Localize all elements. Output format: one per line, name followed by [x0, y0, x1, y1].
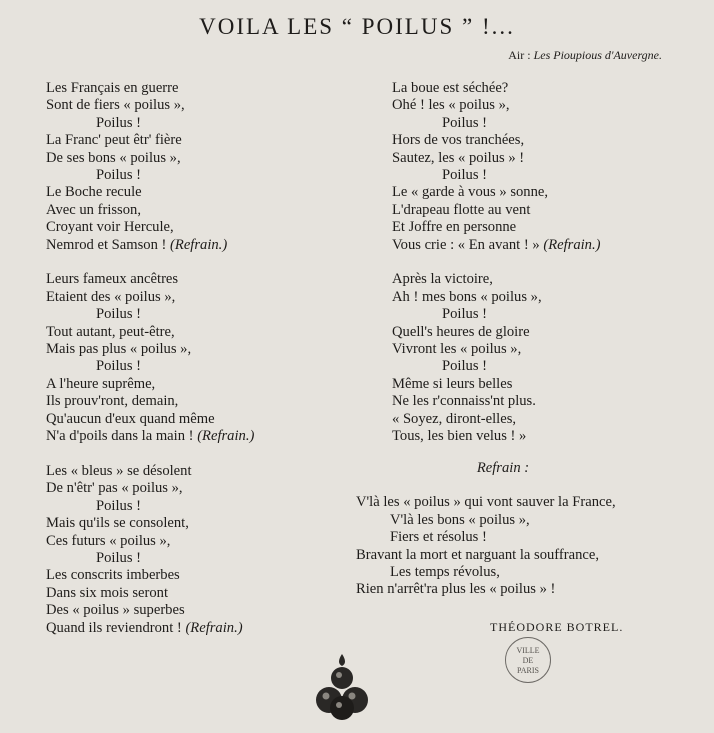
verse-text: Mais pas plus « poilus », — [46, 341, 192, 358]
refrain-line: Bravant la mort et narguant la souffrance, — [356, 546, 600, 563]
verse-text: Mais qu'ils se consolent, — [46, 515, 189, 532]
verse-line — [392, 202, 702, 219]
verse-text: Après la victoire, — [392, 271, 493, 288]
verse-line — [46, 80, 356, 97]
verse-text: Les « bleus » se désolent — [46, 462, 192, 479]
refrain-line: Fiers et résolus ! — [390, 529, 487, 546]
verse-text: Etaient des « poilus », — [46, 288, 176, 305]
verse-text: Des « poilus » superbes — [46, 602, 185, 619]
verse-line — [46, 150, 356, 167]
verse-line — [392, 150, 702, 167]
refrain-line: Les temps révolus, — [390, 564, 500, 581]
verse-text: Vous crie : « En avant ! » — [392, 236, 540, 253]
verse-text: Quand ils reviendront ! — [46, 619, 182, 636]
verse-line — [392, 271, 702, 288]
verse-text: Poilus ! — [96, 306, 142, 323]
svg-text:VILLE: VILLE — [516, 646, 540, 655]
verse-line — [392, 80, 702, 97]
verse-line — [46, 271, 356, 288]
tune-note — [508, 48, 662, 63]
verse-text: Ah ! mes bons « poilus », — [392, 288, 542, 305]
verse-text: Poilus ! — [442, 306, 488, 323]
verse-line — [46, 480, 356, 497]
verse-text: Poilus ! — [96, 358, 142, 375]
verse-text: Poilus ! — [442, 167, 488, 184]
verse-text: Quell's heures de gloire — [392, 323, 530, 340]
refrain-marker: (Refrain.) — [197, 428, 255, 445]
refrain-block — [356, 460, 686, 599]
verse-line — [392, 428, 702, 445]
verse-line — [46, 219, 356, 236]
verse-line — [392, 376, 702, 393]
verse-text: « Soyez, diront-elles, — [392, 410, 517, 427]
refrain-line: V'là les bons « poilus », — [390, 511, 530, 528]
left-column — [46, 80, 356, 654]
verse-line — [46, 237, 356, 254]
verse-line — [392, 115, 702, 132]
verse-line — [46, 498, 356, 515]
verse-text: Nemrod et Samson ! — [46, 236, 167, 253]
verse-line — [392, 219, 702, 236]
verse-line — [392, 184, 702, 201]
verse-text: Et Joffre en personne — [392, 219, 517, 236]
verse-line — [392, 97, 702, 114]
tune-label: Air : — [508, 48, 531, 62]
right-column — [392, 80, 702, 463]
verse-text: Poilus ! — [442, 114, 488, 131]
refrain-lines — [356, 494, 686, 598]
verse-line — [46, 515, 356, 532]
verse-line — [392, 306, 702, 323]
refrain-marker: (Refrain.) — [170, 236, 228, 253]
verse-text: Poilus ! — [96, 114, 142, 131]
verse-line — [46, 184, 356, 201]
verse-line — [392, 167, 702, 184]
verse-text: La Franc' peut êtr' fière — [46, 132, 182, 149]
verse-text: De n'êtr' pas « poilus », — [46, 480, 183, 497]
verse-text: Poilus ! — [96, 167, 142, 184]
verse-text: Même si leurs belles — [392, 375, 513, 392]
verse-text: Vivront les « poilus », — [392, 341, 522, 358]
verse-text: Tous, les bien velus ! » — [392, 428, 527, 445]
verse-text: Ne les r'connaiss'nt plus. — [392, 393, 536, 410]
verse-text: Ils prouv'ront, demain, — [46, 393, 179, 410]
verse-text: Le Boche recule — [46, 184, 142, 201]
library-stamp — [505, 637, 551, 683]
verse-line — [46, 115, 356, 132]
verse-line — [46, 620, 356, 637]
verse-line — [392, 289, 702, 306]
verse-text: De ses bons « poilus », — [46, 149, 181, 166]
verse-line — [46, 289, 356, 306]
verse-text: Poilus ! — [96, 549, 142, 566]
stanza — [392, 80, 702, 254]
verse-line — [46, 324, 356, 341]
verse-text: L'drapeau flotte au vent — [392, 201, 531, 218]
verse-line — [46, 463, 356, 480]
verse-text: Avec un frisson, — [46, 201, 141, 218]
refrain-line: V'là les « poilus » qui vont sauver la France, — [356, 494, 616, 511]
tune-name: Les Pioupious d'Auvergne. — [533, 48, 662, 62]
verse-line — [46, 376, 356, 393]
verse-line — [392, 341, 702, 358]
stanza — [46, 463, 356, 637]
verse-text: Leurs fameux ancêtres — [46, 271, 179, 288]
verse-line — [46, 585, 356, 602]
verse-text: Tout autant, peut-être, — [46, 323, 175, 340]
verse-line — [46, 341, 356, 358]
verse-line — [46, 132, 356, 149]
refrain-title: Refrain : — [476, 460, 530, 476]
verse-line — [392, 358, 702, 375]
verse-line — [46, 202, 356, 219]
verse-line — [46, 550, 356, 567]
verse-line — [46, 306, 356, 323]
verse-text: Les Français en guerre — [46, 80, 179, 96]
author-signature: THÉODORE BOTREL. — [490, 620, 624, 634]
verse-line — [46, 533, 356, 550]
verse-text: La boue est séchée? — [392, 80, 509, 96]
verse-line — [392, 324, 702, 341]
verse-line — [46, 602, 356, 619]
stanza — [46, 80, 356, 254]
verse-text: Poilus ! — [442, 358, 488, 375]
verse-line — [46, 97, 356, 114]
verse-line — [392, 393, 702, 410]
grenade-ornament-icon — [312, 650, 372, 722]
verse-line — [46, 411, 356, 428]
song-title: VOILA LES “ POILUS ” !... — [199, 14, 515, 39]
stanza — [46, 271, 356, 445]
verse-text: Ces futurs « poilus », — [46, 532, 171, 549]
verse-text: Dans six mois seront — [46, 584, 169, 601]
verse-text: N'a d'poils dans la main ! — [46, 428, 194, 445]
refrain-marker: (Refrain.) — [543, 236, 601, 253]
verse-line — [46, 358, 356, 375]
verse-line — [46, 167, 356, 184]
stanza — [392, 271, 702, 445]
stamp-seal-icon — [508, 640, 548, 680]
verse-text: Qu'aucun d'eux quand même — [46, 410, 215, 427]
svg-text:DE: DE — [522, 656, 534, 665]
refrain-line: Rien n'arrêt'ra plus les « poilus » ! — [356, 581, 556, 598]
verse-text: Sautez, les « poilus » ! — [392, 149, 525, 166]
verse-line — [392, 132, 702, 149]
verse-text: A l'heure suprême, — [46, 375, 156, 392]
verse-line — [392, 411, 702, 428]
verse-text: Les conscrits imberbes — [46, 567, 180, 584]
verse-line — [46, 393, 356, 410]
verse-text: Croyant voir Hercule, — [46, 219, 174, 236]
verse-text: Sont de fiers « poilus », — [46, 97, 185, 114]
verse-line — [46, 428, 356, 445]
verse-text: Ohé ! les « poilus », — [392, 97, 510, 114]
refrain-marker: (Refrain.) — [185, 619, 243, 636]
verse-line — [392, 237, 702, 254]
verse-text: Hors de vos tranchées, — [392, 132, 525, 149]
verse-text: Poilus ! — [96, 497, 142, 514]
verse-text: Le « garde à vous » sonne, — [392, 184, 549, 201]
svg-text:PARIS: PARIS — [517, 666, 539, 675]
verse-line — [46, 567, 356, 584]
